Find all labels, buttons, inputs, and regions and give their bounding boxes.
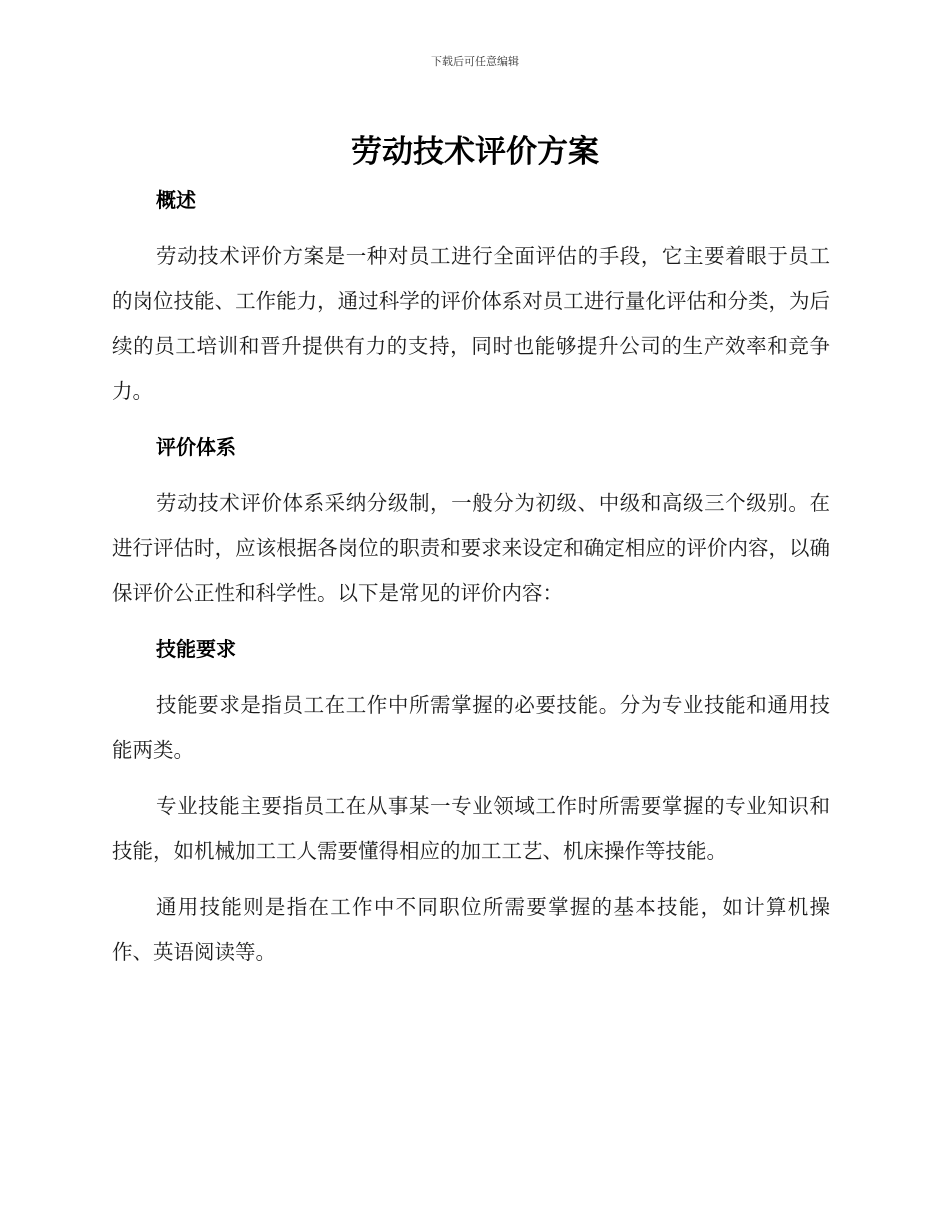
page-header-note: 下载后可任意编辑 — [431, 55, 519, 68]
document-title: 劳动技术评价方案 — [351, 134, 599, 170]
paragraph-general-skills: 通用技能则是指在工作中不同职位所需要掌握的基本技能，如计算机操作、英语阅读等。 — [112, 895, 830, 964]
paragraph-professional-skills: 专业技能主要指员工在从事某一专业领域工作时所需要掌握的专业知识和技能，如机械加工工人需要懂得相应的加工工艺、机床操作等技能。 — [112, 794, 830, 863]
section-heading-evaluation-system: 评价体系 — [156, 435, 236, 459]
section-heading-skill-requirements: 技能要求 — [156, 637, 236, 661]
paragraph-evaluation-system: 劳动技术评价体系采纳分级制，一般分为初级、中级和高级三个级别。在进行评估时，应该根据各岗位的职责和要求来设定和确定相应的评价内容，以确保评价公正性和科学性。以下是常见的评价内容： — [112, 491, 830, 605]
section-heading-overview: 概述 — [156, 188, 196, 212]
paragraph-overview: 劳动技术评价方案是一种对员工进行全面评估的手段，它主要着眼于员工的岗位技能、工作能力，通过科学的评价体系对员工进行量化评估和分类，为后续的员工培训和晋升提供有力的支持，同时也能够提升公司的生产效率和竞争力。 — [112, 244, 830, 403]
paragraph-skill-requirements: 技能要求是指员工在工作中所需掌握的必要技能。分为专业技能和通用技能两类。 — [112, 693, 830, 762]
document-body — [112, 178, 830, 986]
